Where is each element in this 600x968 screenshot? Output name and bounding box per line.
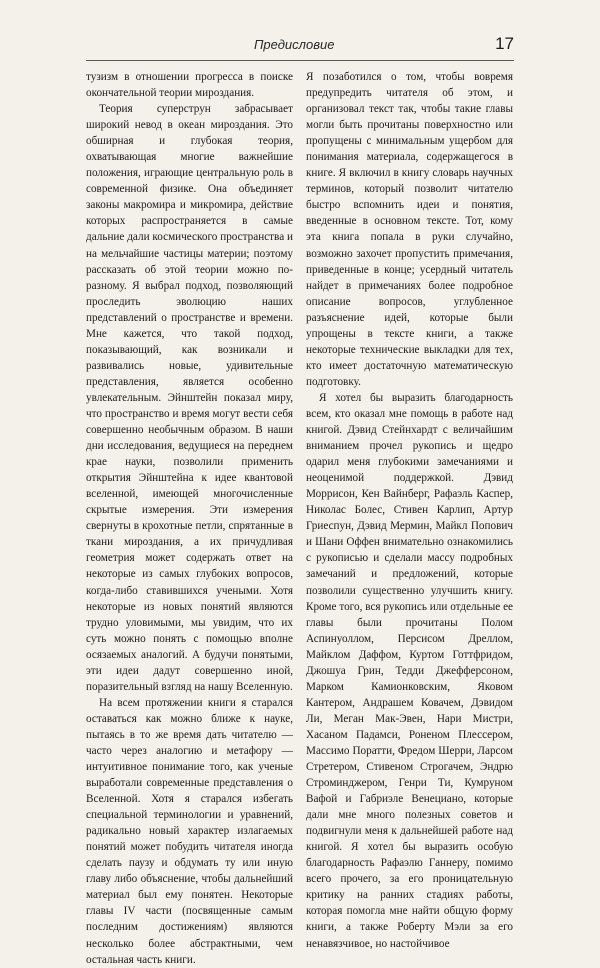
paragraph: Я хотел бы выразить благодарность всем, кто оказал мне помощь в работе над книгой. Дэвид Стейнхардт с величайшим вниманием прочел рукопись и щедро одарил меня глубокими замечаниями и неоценимой поддержкой. Дэвид Моррисон, Кен Вайнберг, Рафаэль Каспер, Николас Болес, Стивен Карлип, Артур Гриеспун, Дэвид Мермин, Майкл Попович и Шани Оффен внимательно ознакомились с рукописью и сделали массу подробных замечаний и предложений, которые позволили существенно улучшить книгу. Кроме того, вся рукопись или отдельные ее главы были прочитаны Полом Аспинуоллом, Персисом Дреллом, Майклом Даффом, Куртом Готтфридом, Джошуа Грин, Тедди Джефферсоном, Марком Камионковским, Яковом Кантером, Андрашем Ковачем, Дэвидом Ли, Меган Мак-Эвен, Нари Мистри, Хасаном Падамси, Роненом Плессером, Массимо Поратти, Фредом Шерри, Ларсом Стретером, Стивеном Строгачем, Эндрю Строминджером, Генри Ти, Кумруном Вафой и Габриэле Венециано, которые дали мне много полезных советов и подвигнули меня к дальнейшей работе над книгой. Я хотел бы выразить особую благодарность Рафаэлю Ганнеру, помимо всего прочего, за его проницательную критику на ранних стадиях работы, которая помогла мне найти общую форму книги, а также Роберту Мэли за его ненавязчивое, но настойчивое [306,391,513,950]
right-column [306,69,513,952]
paragraph: На всем протяжении книги я старался оставаться как можно ближе к науке, пытаясь в то же время дать читателю — часто через аналогию и метафору — интуитивное понимание того, как ученые выработали современные представления о Вселенной. Хотя я старался избегать специальной терминологии и уравнений, радикально новый характер излагаемых понятий может побудить читателя иногда сделать паузу и обдумать ту или иную главу либо объяснение, чтобы дальнейший материал был ему понятен. Некоторые главы IV части (посвященные самым последним достижениям) являются несколько более абстрактными, чем остальная часть книги. [86,696,293,966]
running-title: Предисловие [254,37,335,52]
running-header [86,34,514,56]
paragraph: тузизм в отношении прогресса в поиске окончательной теории мироздания. [86,71,293,100]
paragraph: Теория суперструн забрасывает широкий невод в океан мироздания. Это обширная и глубокая теория, охватывающая многие важнейшие положения, играющие центральную роль в современной физике. Она объединяет законы макромира и микромира, действие которых распространяется в самые дальние дали космического пространства и на мельчайшие частицы материи; поэтому рассказать об этой теории можно по-разному. Я выбрал подход, позволяющий проследить эволюцию наших представлений о пространстве и времени. Мне кажется, что такой подход, показывающий, как возникали и развивались новые, удивительные представления, является особенно увлекательным. Эйнштейн показал миру, что пространство и время могут вести себя совершенно необычным образом. В наши дни исследования, ведущиеся на переднем крае науки, позволили применить открытия Эйнштейна к идее квантовой вселенной, имеющей многочисленные скрытые измерения. Эти измерения свернуты в крохотные петли, спрятанные в ткани мироздания, а их причудливая геометрия может содержать ответ на некоторые из самых глубоких вопросов, когда-либо ставившихся учеными. Хотя некоторые из новых понятий являются трудно уловимыми, мы увидим, что их суть можно понять с помощью вполне осязаемых аналогий. А будучи понятыми, эти идеи дадут совершенно иной, поразительный взгляд на нашу Вселенную. [86,103,293,693]
paragraph: Я позаботился о том, чтобы вовремя предупредить читателя об этом, и организовал текст так, чтобы такие главы могли быть прочитаны поверхностно или пропущены с минимальным ущербом для понимания материала, содержащегося в книге. Я включил в книгу словарь научных терминов, который позволит читателю быстро вспомнить идеи и понятия, введенные в основном тексте. Тот, кому эта книга попала в руки случайно, возможно захочет пропустить примечания, приведенные в конце; усердный читатель найдет в примечаниях более подробное описание вопросов, углубленное разъяснение идей, которые были упрощены в тексте книги, а также некоторые технические выкладки для тех, кто имеет достаточную математическую подготовку. [306,71,513,388]
left-column [86,69,293,968]
page-number: 17 [495,34,514,53]
header-rule [86,60,514,61]
